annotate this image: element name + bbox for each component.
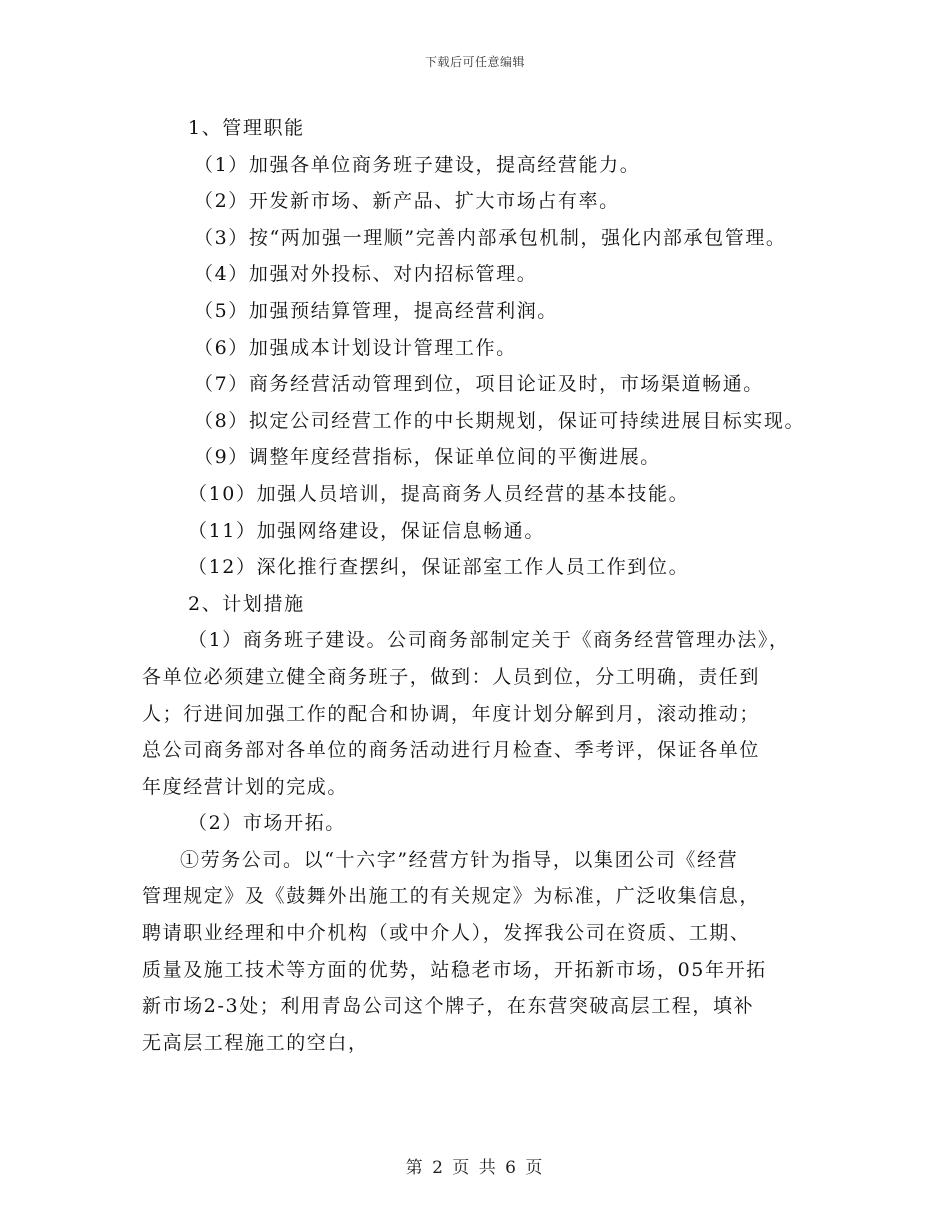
paragraph-line: 质量及施工技术等方面的优势，站稳老市场，开拓新市场，05年开拓	[142, 958, 767, 981]
paragraph-title: （2）市场开拓。	[188, 812, 346, 835]
paragraph-line: 年度经营计划的完成。	[142, 775, 349, 798]
document-body	[142, 110, 832, 1061]
page-header: 下载后可任意编辑	[424, 55, 525, 69]
list-item: （6）加强成本计划设计管理工作。	[194, 336, 517, 359]
paragraph-line: 管理规定》及《鼓舞外出施工的有关规定》为标准，广泛收集信息，	[142, 885, 761, 908]
section-title: 1、管理职能	[188, 117, 305, 139]
paragraph-line: （1）商务班子建设。公司商务部制定关于《商务经营管理办法》，	[188, 629, 790, 652]
list-item: （7）商务经营活动管理到位，项目论证及时，市场渠道畅通。	[194, 373, 764, 396]
page-footer: 第 2 页 共 6 页	[405, 1158, 545, 1178]
list-item: （1）加强各单位商务班子建设，提高经营能力。	[194, 153, 641, 176]
paragraph-line: 总公司商务部对各单位的商务活动进行月检查、季考评，保证各单位	[142, 739, 761, 762]
paragraph-line: 聘请职业经理和中介机构（或中介人），发挥我公司在资质、工期、	[142, 922, 751, 945]
list-item: （10）加强人员培训，提高商务人员经营的基本技能。	[188, 482, 690, 505]
paragraph-line: 无高层工程施工的空白，	[142, 1031, 369, 1054]
list-item: （3）按“两加强一理顺”完善内部承包机制，强化内部承包管理。	[194, 226, 787, 249]
list-item: （8）拟定公司经营工作的中长期规划，保证可持续进展目标实现。	[194, 409, 806, 432]
paragraph-line: 各单位必须建立健全商务班子，做到：人员到位，分工明确，责任到	[142, 665, 761, 688]
list-item: （4）加强对外投标、对内招标管理。	[194, 263, 538, 286]
list-item: （2）开发新市场、新产品、扩大市场占有率。	[194, 190, 620, 213]
list-item: （11）加强网络建设，保证信息畅通。	[188, 519, 545, 542]
list-item: （12）深化推行查摆纠，保证部室工作人员工作到位。	[188, 556, 690, 579]
paragraph-line: ①劳务公司。以“十六字”经营方针为指导，以集团公司《经营	[180, 848, 739, 871]
section-title: 2、计划措施	[188, 592, 305, 615]
paragraph-line: 新市场2-3处；利用青岛公司这个牌子，在东营突破高层工程，填补	[142, 995, 755, 1018]
list-item: （5）加强预结算管理，提高经营利润。	[194, 299, 558, 322]
paragraph-line: 人；行进间加强工作的配合和协调，年度计划分解到月，滚动推动；	[142, 702, 761, 725]
list-item: （9）调整年度经营指标，保证单位间的平衡进展。	[194, 446, 661, 469]
